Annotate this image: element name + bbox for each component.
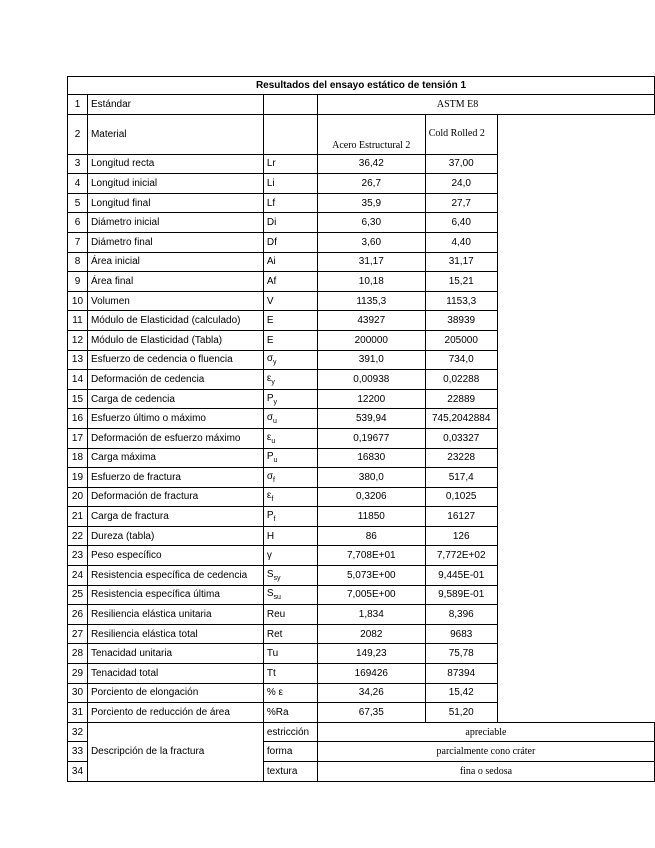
table-row [68,272,655,292]
row-number: 22 [68,526,88,546]
symbol-subscript: su [273,594,281,602]
value-material-2: 517,4 [425,468,497,488]
row-number: 17 [68,428,88,448]
property-label: Longitud recta [87,154,263,174]
value-material-2: 1153,3 [425,291,497,311]
empty-cell [497,487,654,507]
row-number: 31 [68,703,88,723]
symbol-cell [263,605,317,625]
row-number: 15 [68,389,88,409]
row-number: 28 [68,644,88,664]
table-row [68,624,655,644]
property-label: Deformación de cedencia [87,370,263,390]
row-number: 24 [68,566,88,586]
symbol-text: V [266,295,274,307]
empty-cell [497,546,654,566]
value-material-2: 8,396 [425,605,497,625]
property-label: Resiliencia elástica unitaria [87,605,263,625]
property-label: Esfuerzo de cedencia o fluencia [87,350,263,370]
symbol-cell [263,350,317,370]
row-number: 5 [68,193,88,213]
value-material-2: 205000 [425,330,497,350]
empty-cell [497,624,654,644]
property-label: Tenacidad total [87,664,263,684]
value-material-2: 16127 [425,507,497,527]
symbol-cell [263,389,317,409]
value-material-2: 0,03327 [425,428,497,448]
symbol-cell [263,232,317,252]
row-number: 12 [68,330,88,350]
row-number: 26 [68,605,88,625]
value-material-1: 26,7 [317,174,425,194]
empty-cell [497,526,654,546]
empty-cell [497,389,654,409]
symbol-text: Lf [266,197,276,209]
value-material-1: 380,0 [317,468,425,488]
property-label: Material [87,114,263,154]
table-row [68,722,655,742]
value-material-1: 1135,3 [317,291,425,311]
value-material-1: 86 [317,526,425,546]
table-row [68,546,655,566]
value-material-2: 745,2042884 [425,409,497,429]
table-row [68,330,655,350]
value-material-2: 15,42 [425,683,497,703]
symbol-text: Ret [266,628,283,640]
value-material-1: 0,00938 [317,370,425,390]
property-label: Resistencia específica última [87,585,263,605]
symbol-cell [263,683,317,703]
empty-cell [497,370,654,390]
material-2-label: Cold Rolled 2 [428,128,485,140]
row-number: 1 [68,95,88,115]
symbol-text: Af [266,275,277,287]
symbol-text: σ [266,470,274,482]
symbol-text: Df [266,236,277,248]
table-row [68,114,655,154]
fracture-value: fina o sedosa [317,762,654,782]
empty-cell [497,272,654,292]
empty-cell [497,291,654,311]
table-title: Resultados del ensayo estático de tensión 1 [68,77,655,95]
value-material-1: 0,19677 [317,428,425,448]
property-label: Esfuerzo de fractura [87,468,263,488]
table-row [68,605,655,625]
value-material-1: 11850 [317,507,425,527]
value-material-2: 0,1025 [425,487,497,507]
fracture-label: Descripción de la fractura [87,722,263,781]
value-material-2: 24,0 [425,174,497,194]
row-number: 34 [68,762,88,782]
property-label: Volumen [87,291,263,311]
table-row [68,389,655,409]
row-number: 9 [68,272,88,292]
value-material-1: 31,17 [317,252,425,272]
symbol-subscript: sy [273,574,281,582]
property-label: Estándar [87,95,263,115]
property-label: Dureza (tabla) [87,526,263,546]
value-material-2: 37,00 [425,154,497,174]
value-material-1: 169426 [317,664,425,684]
table-row [68,370,655,390]
value-material-2: 4,40 [425,232,497,252]
empty-cell [497,664,654,684]
table-row [68,487,655,507]
value-material-2: 9683 [425,624,497,644]
symbol-cell [263,644,317,664]
symbol-text: Tu [266,648,279,660]
symbol-cell [263,428,317,448]
table-row [68,428,655,448]
row-number: 25 [68,585,88,605]
row-number: 8 [68,252,88,272]
symbol-subscript: y [271,378,275,386]
table-row [68,95,655,115]
property-label: Diámetro final [87,232,263,252]
row-number: 2 [68,114,88,154]
value-material-1: 200000 [317,330,425,350]
symbol-cell [263,624,317,644]
table-row [68,585,655,605]
value-material-1: 7,005E+00 [317,585,425,605]
row-number: 6 [68,213,88,233]
symbol-cell [263,213,317,233]
table-row [68,448,655,468]
symbol-text: σ [266,412,274,424]
empty-cell [497,428,654,448]
property-label: Tenacidad unitaria [87,644,263,664]
fracture-value: parcialmente cono cráter [317,742,654,762]
symbol-cell [263,272,317,292]
row-number: 33 [68,742,88,762]
empty-cell [497,213,654,233]
symbol-subscript: f [273,516,276,524]
symbol-subscript: f [273,476,275,484]
property-label: Longitud inicial [87,174,263,194]
symbol-text: σ [266,353,274,365]
property-label: Longitud final [87,193,263,213]
value-material-1: 36,42 [317,154,425,174]
property-label: Resiliencia elástica total [87,624,263,644]
empty-cell [497,232,654,252]
symbol-subscript: y [273,398,278,406]
row-number: 21 [68,507,88,527]
table-row [68,507,655,527]
empty-cell [497,154,654,174]
value-material-1: 10,18 [317,272,425,292]
results-table [67,76,655,782]
value-material-1: 2082 [317,624,425,644]
property-label: Área inicial [87,252,263,272]
fracture-property: forma [263,742,317,762]
empty-cell [497,409,654,429]
symbol-cell [263,95,317,115]
property-label: Deformación de fractura [87,487,263,507]
symbol-cell [263,585,317,605]
empty-cell [497,605,654,625]
table-row [68,644,655,664]
symbol-cell [263,468,317,488]
value-material-1: 7,708E+01 [317,546,425,566]
value-material-2: 75,78 [425,644,497,664]
empty-cell [497,114,654,154]
row-number: 13 [68,350,88,370]
row-number: 30 [68,683,88,703]
value-material-1: 5,073E+00 [317,566,425,586]
empty-cell [497,330,654,350]
table-row [68,252,655,272]
value-material-2: 23228 [425,448,497,468]
property-label: Diámetro inicial [87,213,263,233]
symbol-text: S [266,568,274,580]
symbol-text: Ai [266,256,276,268]
symbol-subscript: f [271,496,274,504]
table-row [68,409,655,429]
table-row [68,350,655,370]
row-number: 27 [68,624,88,644]
empty-cell [497,703,654,723]
property-label: Área final [87,272,263,292]
value-material-2: 51,20 [425,703,497,723]
symbol-cell [263,487,317,507]
value-material-2: 126 [425,526,497,546]
fracture-value: apreciable [317,722,654,742]
symbol-text: P [266,510,274,522]
property-label: Carga de fractura [87,507,263,527]
symbol-text: S [266,588,274,600]
table-row [68,468,655,488]
symbol-cell [263,252,317,272]
value-material-2: 0,02288 [425,370,497,390]
symbol-text: Tt [266,667,276,679]
row-number: 7 [68,232,88,252]
row-number: 32 [68,722,88,742]
empty-cell [497,193,654,213]
value-material-2: 9,589E-01 [425,585,497,605]
empty-cell [497,468,654,488]
value-material-1: 539,94 [317,409,425,429]
value-material-1: 391,0 [317,350,425,370]
symbol-cell [263,526,317,546]
symbol-text: γ [266,550,272,562]
symbol-text: %Ra [266,707,289,719]
value-material-2: 15,21 [425,272,497,292]
table-row [68,311,655,331]
symbol-text: P [266,392,274,404]
value-material-2: 734,0 [425,350,497,370]
symbol-subscript: u [271,437,276,445]
empty-cell [497,683,654,703]
row-number: 23 [68,546,88,566]
empty-cell [497,311,654,331]
empty-cell [497,644,654,664]
table-row [68,291,655,311]
row-number: 16 [68,409,88,429]
symbol-text: Li [266,177,275,189]
row-number: 3 [68,154,88,174]
table-row [68,664,655,684]
symbol-cell [263,174,317,194]
symbol-text: Reu [266,609,286,621]
symbol-subscript: y [273,359,277,367]
value-material-2: 87394 [425,664,497,684]
row-number: 14 [68,370,88,390]
value-material-2: 22889 [425,389,497,409]
value-material-2: 31,17 [425,252,497,272]
fracture-property: estricción [263,722,317,742]
row-number: 20 [68,487,88,507]
value-material-1: 35,9 [317,193,425,213]
empty-cell [497,448,654,468]
symbol-cell [263,330,317,350]
symbol-cell [263,291,317,311]
symbol-text: ε [266,490,272,502]
title-row [68,77,655,95]
value-material-1: 67,35 [317,703,425,723]
fracture-property: textura [263,762,317,782]
table-row [68,703,655,723]
symbol-cell [263,664,317,684]
standard-value: ASTM E8 [317,95,654,115]
table-row [68,154,655,174]
row-number: 10 [68,291,88,311]
value-material-1: 3,60 [317,232,425,252]
value-material-1: 149,23 [317,644,425,664]
material-2 [425,114,497,154]
symbol-cell [263,507,317,527]
symbol-text: % ε [266,687,284,699]
empty-cell [497,350,654,370]
property-label: Carga de cedencia [87,389,263,409]
symbol-cell [263,703,317,723]
value-material-1: 6,30 [317,213,425,233]
symbol-cell [263,546,317,566]
row-number: 18 [68,448,88,468]
symbol-cell [263,409,317,429]
property-label: Porciento de elongación [87,683,263,703]
symbol-text: ε [266,431,272,443]
value-material-2: 6,40 [425,213,497,233]
symbol-cell [263,448,317,468]
empty-cell [497,507,654,527]
symbol-cell [263,566,317,586]
property-label: Porciento de reducción de área [87,703,263,723]
property-label: Resistencia específica de cedencia [87,566,263,586]
empty-cell [497,585,654,605]
symbol-subscript: u [273,418,277,426]
property-label: Módulo de Elasticidad (calculado) [87,311,263,331]
property-label: Peso específico [87,546,263,566]
value-material-1: 43927 [317,311,425,331]
value-material-2: 9,445E-01 [425,566,497,586]
value-material-1: 12200 [317,389,425,409]
material-1: Acero Estructural 2 [317,114,425,154]
property-label: Deformación de esfuerzo máximo [87,428,263,448]
table-row [68,193,655,213]
symbol-text: Di [266,217,277,229]
table-row [68,213,655,233]
property-label: Carga máxima [87,448,263,468]
table-row [68,174,655,194]
symbol-cell [263,193,317,213]
symbol-text: Lr [266,158,276,170]
row-number: 4 [68,174,88,194]
symbol-cell [263,370,317,390]
symbol-text: E [266,334,274,346]
table-row [68,526,655,546]
value-material-2: 38939 [425,311,497,331]
symbol-text: P [266,451,274,463]
value-material-1: 1,834 [317,605,425,625]
symbol-cell [263,114,317,154]
value-material-2: 27,7 [425,193,497,213]
empty-cell [497,566,654,586]
table-row [68,232,655,252]
property-label: Módulo de Elasticidad (Tabla) [87,330,263,350]
symbol-text: H [266,530,275,542]
row-number: 11 [68,311,88,331]
value-material-2: 7,772E+02 [425,546,497,566]
symbol-cell [263,311,317,331]
value-material-1: 0,3206 [317,487,425,507]
symbol-cell [263,154,317,174]
table-row [68,566,655,586]
row-number: 19 [68,468,88,488]
symbol-subscript: u [273,457,278,465]
value-material-1: 16830 [317,448,425,468]
empty-cell [497,174,654,194]
value-material-1: 34,26 [317,683,425,703]
property-label: Esfuerzo último o máximo [87,409,263,429]
row-number: 29 [68,664,88,684]
empty-cell [497,252,654,272]
table-row [68,683,655,703]
symbol-text: E [266,315,274,327]
symbol-text: ε [266,372,272,384]
